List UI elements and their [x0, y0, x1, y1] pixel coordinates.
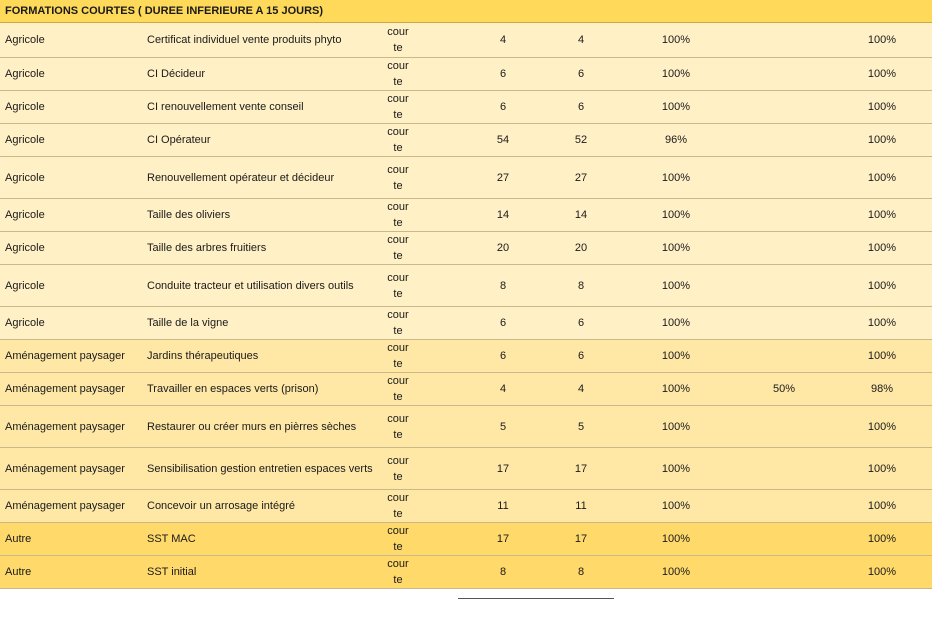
- cell-type: cour te: [387, 201, 409, 229]
- table-row: [0, 199, 932, 232]
- cell-p1: 100%: [661, 462, 691, 475]
- cell-p2: [754, 232, 814, 264]
- cell-domain: Agricole: [5, 68, 45, 80]
- cell-type: cour te: [387, 492, 409, 520]
- table-row: [0, 556, 932, 589]
- cell-p2: [754, 556, 814, 588]
- cell-p2: [754, 199, 814, 231]
- cell-n2: 6: [577, 317, 585, 329]
- cell-n1: 17: [496, 462, 510, 475]
- cell-domain: Aménagement paysager: [5, 500, 125, 512]
- cell-p2: 50%: [772, 383, 796, 395]
- table-row: [0, 406, 932, 448]
- cell-p2: [754, 124, 814, 156]
- cell-n2: 52: [574, 134, 588, 146]
- table-row: [0, 490, 932, 523]
- table-body: [0, 23, 932, 589]
- cell-type: cour te: [387, 558, 409, 586]
- cell-p2: [754, 340, 814, 372]
- cell-type: cour te: [387, 309, 409, 337]
- cell-p1: 100%: [661, 242, 691, 254]
- cell-domain: Agricole: [5, 34, 45, 46]
- cell-type: cour te: [387, 375, 409, 403]
- cell-domain: Autre: [5, 533, 32, 545]
- cell-name: SST initial: [147, 566, 197, 578]
- cell-n1: 4: [499, 383, 507, 395]
- cell-name: Renouvellement opérateur et décideur: [147, 171, 335, 184]
- cell-p2: [754, 448, 814, 489]
- cell-p3: 100%: [867, 420, 897, 433]
- cell-type: cour te: [387, 454, 409, 483]
- cell-domain: Aménagement paysager: [5, 383, 125, 395]
- cell-n2: 4: [577, 34, 585, 46]
- table-title: FORMATIONS COURTES ( DUREE INFERIEURE A 15 JOURS): [0, 0, 932, 23]
- cell-n1: 14: [496, 209, 510, 221]
- table-row: [0, 91, 932, 124]
- cell-p1: 100%: [661, 171, 691, 184]
- cell-domain: Agricole: [5, 171, 45, 184]
- cell-p1: 100%: [661, 279, 691, 292]
- cell-type: cour te: [387, 26, 409, 54]
- cell-n2: 6: [577, 101, 585, 113]
- cell-n1: 20: [496, 242, 510, 254]
- cell-n2: 8: [577, 279, 585, 292]
- cell-name: Taille des arbres fruitiers: [147, 242, 267, 254]
- cell-name: CI renouvellement vente conseil: [147, 101, 304, 113]
- cell-p2: [754, 523, 814, 555]
- cell-p2: [754, 58, 814, 90]
- cell-p1: 100%: [661, 317, 691, 329]
- cell-name: Conduite tracteur et utilisation divers outils: [147, 279, 354, 292]
- cell-n2: 8: [577, 566, 585, 578]
- cell-p1: 100%: [661, 500, 691, 512]
- cell-n2: 4: [577, 383, 585, 395]
- cell-p1: 100%: [661, 101, 691, 113]
- divider: [458, 598, 614, 599]
- cell-name: Taille de la vigne: [147, 317, 229, 329]
- cell-name: Taille des oliviers: [147, 209, 231, 221]
- cell-domain: Aménagement paysager: [5, 462, 125, 475]
- table-row: [0, 232, 932, 265]
- cell-p1: 96%: [664, 134, 688, 146]
- cell-p3: 100%: [867, 533, 897, 545]
- cell-n1: 17: [496, 533, 510, 545]
- cell-p2: [754, 406, 814, 447]
- cell-p2: [754, 307, 814, 339]
- cell-n1: 6: [499, 317, 507, 329]
- table-row: [0, 124, 932, 157]
- cell-domain: Aménagement paysager: [5, 350, 125, 362]
- cell-n1: 54: [496, 134, 510, 146]
- cell-name: Concevoir un arrosage intégré: [147, 500, 295, 512]
- cell-n2: 5: [577, 420, 585, 433]
- cell-p3: 100%: [867, 101, 897, 113]
- cell-p3: 100%: [867, 350, 897, 362]
- cell-p3: 100%: [867, 134, 897, 146]
- cell-p3: 100%: [867, 171, 897, 184]
- cell-p3: 100%: [867, 242, 897, 254]
- cell-n2: 14: [574, 209, 588, 221]
- table-row: [0, 448, 932, 490]
- cell-p3: 100%: [867, 34, 897, 46]
- table-row: [0, 157, 932, 199]
- cell-p3: 100%: [867, 317, 897, 329]
- cell-p3: 100%: [867, 279, 897, 292]
- cell-domain: Agricole: [5, 134, 45, 146]
- cell-p3: 98%: [870, 383, 894, 395]
- cell-domain: Agricole: [5, 317, 45, 329]
- table-row: [0, 340, 932, 373]
- cell-type: cour te: [387, 525, 409, 553]
- cell-p1: 100%: [661, 566, 691, 578]
- cell-n2: 17: [574, 462, 588, 475]
- cell-n2: 11: [575, 500, 587, 512]
- cell-domain: Agricole: [5, 101, 45, 113]
- cell-n1: 4: [499, 34, 507, 46]
- cell-type: cour te: [387, 126, 409, 154]
- cell-type: cour te: [387, 271, 409, 300]
- cell-n1: 6: [499, 68, 507, 80]
- cell-name: Certificat individuel vente produits phyto: [147, 34, 342, 46]
- cell-n2: 27: [574, 171, 588, 184]
- cell-n1: 27: [496, 171, 510, 184]
- cell-name: CI Décideur: [147, 68, 206, 80]
- table-row: [0, 23, 932, 58]
- cell-n2: 20: [574, 242, 588, 254]
- cell-type: cour te: [387, 60, 409, 88]
- cell-type: cour te: [387, 234, 409, 262]
- cell-name: Restaurer ou créer murs en pièrres sèches: [147, 420, 357, 433]
- cell-p2: [754, 23, 814, 57]
- cell-name: SST MAC: [147, 533, 196, 545]
- cell-p2: [754, 157, 814, 198]
- cell-type: cour te: [387, 412, 409, 441]
- cell-domain: Agricole: [5, 242, 45, 254]
- cell-p1: 100%: [661, 68, 691, 80]
- cell-name: CI Opérateur: [147, 134, 211, 146]
- cell-p1: 100%: [661, 533, 691, 545]
- cell-p3: 100%: [867, 566, 897, 578]
- cell-p3: 100%: [867, 500, 897, 512]
- cell-domain: Autre: [5, 566, 32, 578]
- cell-p1: 100%: [661, 209, 691, 221]
- table-row: [0, 58, 932, 91]
- table-row: [0, 373, 932, 406]
- table-row: [0, 265, 932, 307]
- cell-domain: Agricole: [5, 209, 45, 221]
- cell-n2: 17: [574, 533, 588, 545]
- cell-name: Sensibilisation gestion entretien espaces verts: [147, 462, 373, 475]
- cell-p1: 100%: [661, 420, 691, 433]
- cell-p1: 100%: [661, 350, 691, 362]
- cell-p3: 100%: [867, 462, 897, 475]
- cell-p2: [754, 265, 814, 306]
- cell-n1: 6: [499, 350, 507, 362]
- cell-name: Travailler en espaces verts (prison): [147, 383, 319, 395]
- table-row: [0, 307, 932, 340]
- cell-type: cour te: [387, 342, 409, 370]
- cell-n1: 8: [499, 279, 507, 292]
- cell-p3: 100%: [867, 209, 897, 221]
- cell-n2: 6: [577, 350, 585, 362]
- cell-p1: 100%: [661, 383, 691, 395]
- cell-name: Jardins thérapeutiques: [147, 350, 259, 362]
- cell-n1: 6: [499, 101, 507, 113]
- cell-n1: 8: [499, 566, 507, 578]
- cell-domain: Aménagement paysager: [5, 420, 125, 433]
- cell-domain: Agricole: [5, 279, 45, 292]
- cell-p3: 100%: [867, 68, 897, 80]
- table-row: [0, 523, 932, 556]
- cell-p2: [754, 490, 814, 522]
- cell-type: cour te: [387, 163, 409, 192]
- cell-n1: 5: [499, 420, 507, 433]
- cell-type: cour te: [387, 93, 409, 121]
- cell-p1: 100%: [661, 34, 691, 46]
- cell-n2: 6: [577, 68, 585, 80]
- cell-n1: 11: [497, 500, 509, 512]
- cell-p2: [754, 91, 814, 123]
